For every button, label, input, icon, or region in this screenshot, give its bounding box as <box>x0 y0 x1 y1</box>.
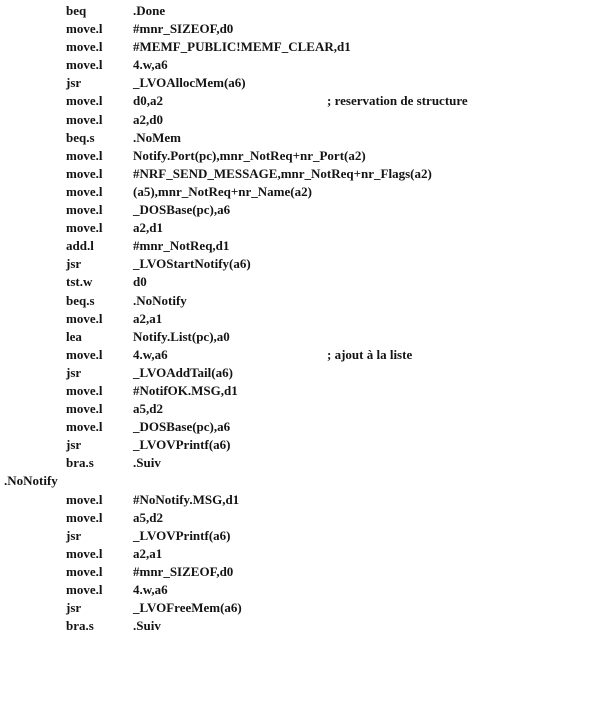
code-line <box>0 92 609 110</box>
code-line <box>0 237 609 255</box>
code-operand: d0 <box>133 274 147 290</box>
code-line <box>0 310 609 328</box>
code-line <box>0 20 609 38</box>
code-operand: _LVOFreeMem(a6) <box>133 600 242 616</box>
code-opcode: move.l <box>66 401 103 417</box>
code-opcode: move.l <box>66 382 103 398</box>
code-opcode: move.l <box>66 545 103 561</box>
code-opcode: bra.s <box>66 618 94 634</box>
code-opcode: jsr <box>66 437 82 453</box>
code-line <box>0 472 609 490</box>
code-operand: d0,a2 <box>133 93 163 109</box>
code-opcode: move.l <box>66 419 103 435</box>
code-line <box>0 436 609 454</box>
code-opcode: jsr <box>66 256 82 272</box>
code-operand: a5,d2 <box>133 401 163 417</box>
code-operand: Notify.List(pc),a0 <box>133 328 230 344</box>
code-line <box>0 165 609 183</box>
code-opcode: move.l <box>66 220 103 236</box>
code-operand: .Suiv <box>133 618 161 634</box>
code-line <box>0 255 609 273</box>
code-line <box>0 491 609 509</box>
code-opcode: beq.s <box>66 292 95 308</box>
code-operand: 4.w,a6 <box>133 57 168 73</box>
code-line <box>0 219 609 237</box>
code-operand: _LVOVPrintf(a6) <box>133 527 231 543</box>
code-operand: 4.w,a6 <box>133 346 168 362</box>
code-opcode: beq <box>66 3 87 18</box>
code-line <box>0 563 609 581</box>
code-operand: #NotifOK.MSG,d1 <box>133 382 238 398</box>
code-opcode: jsr <box>66 75 82 91</box>
code-opcode: move.l <box>66 183 103 199</box>
code-opcode: move.l <box>66 165 103 181</box>
code-operand: Notify.Port(pc),mnr_NotReq+nr_Port(a2) <box>133 147 366 163</box>
code-line <box>0 382 609 400</box>
code-operand: #mnr_SIZEOF,d0 <box>133 563 234 579</box>
code-line <box>0 364 609 382</box>
code-operand: _DOSBase(pc),a6 <box>133 202 231 218</box>
code-line <box>0 509 609 527</box>
code-opcode: jsr <box>66 527 82 543</box>
code-comment: ; ajout à la liste <box>327 346 413 362</box>
code-line <box>0 545 609 563</box>
code-operand: _LVOVPrintf(a6) <box>133 437 231 453</box>
code-operand: .NoNotify <box>133 292 187 308</box>
code-opcode: move.l <box>66 509 103 525</box>
code-line <box>0 147 609 165</box>
code-line <box>0 201 609 219</box>
code-operand: .Done <box>133 3 166 18</box>
code-operand: #mnr_SIZEOF,d0 <box>133 21 234 37</box>
code-line <box>0 400 609 418</box>
code-line <box>0 581 609 599</box>
assembly-listing <box>0 2 609 635</box>
code-operand: #mnr_NotReq,d1 <box>133 238 230 254</box>
code-opcode: move.l <box>66 582 103 597</box>
code-opcode: move.l <box>66 346 103 362</box>
code-operand: _LVOAllocMem(a6) <box>133 75 246 91</box>
code-line <box>0 74 609 92</box>
code-operand: _LVOStartNotify(a6) <box>133 256 251 272</box>
code-line <box>0 111 609 129</box>
code-line <box>0 129 609 147</box>
code-line <box>0 418 609 436</box>
code-opcode: jsr <box>66 600 82 616</box>
code-comment: ; reservation de structure <box>327 93 468 109</box>
code-opcode: move.l <box>66 21 103 37</box>
code-opcode: move.l <box>66 491 103 507</box>
code-operand: _DOSBase(pc),a6 <box>133 419 231 435</box>
code-opcode: move.l <box>66 563 103 579</box>
code-line <box>0 38 609 56</box>
code-opcode: jsr <box>66 364 82 380</box>
code-operand: a2,a1 <box>133 310 163 326</box>
code-opcode: beq.s <box>66 129 95 145</box>
code-line <box>0 527 609 545</box>
code-opcode: add.l <box>66 238 94 254</box>
code-opcode: move.l <box>66 39 103 55</box>
code-line <box>0 328 609 346</box>
code-operand: 4.w,a6 <box>133 582 168 597</box>
code-opcode: move.l <box>66 310 103 326</box>
code-operand: a2,d1 <box>133 220 163 236</box>
code-opcode: move.l <box>66 57 103 73</box>
code-line <box>0 346 609 364</box>
code-line <box>0 454 609 472</box>
code-opcode: move.l <box>66 202 103 218</box>
code-line <box>0 183 609 201</box>
code-line <box>0 56 609 74</box>
code-opcode: move.l <box>66 111 103 127</box>
code-operand: #NRF_SEND_MESSAGE,mnr_NotReq+nr_Flags(a2) <box>133 165 432 181</box>
code-line <box>0 2 609 20</box>
code-opcode: move.l <box>66 147 103 163</box>
code-opcode: tst.w <box>66 274 93 290</box>
code-label: .NoNotify <box>4 473 58 489</box>
code-operand: #MEMF_PUBLIC!MEMF_CLEAR,d1 <box>133 39 351 55</box>
code-operand: a2,a1 <box>133 545 163 561</box>
code-line <box>0 599 609 617</box>
code-operand: a5,d2 <box>133 509 163 525</box>
code-opcode: lea <box>66 328 82 344</box>
code-operand: a2,d0 <box>133 111 163 127</box>
code-operand: #NoNotify.MSG,d1 <box>133 491 240 507</box>
code-line <box>0 273 609 291</box>
code-line <box>0 292 609 310</box>
code-opcode: bra.s <box>66 455 94 471</box>
code-line <box>0 617 609 635</box>
code-operand: .Suiv <box>133 455 161 471</box>
code-operand: .NoMem <box>133 129 182 145</box>
code-opcode: move.l <box>66 93 103 109</box>
code-operand: _LVOAddTail(a6) <box>133 364 233 380</box>
code-operand: (a5),mnr_NotReq+nr_Name(a2) <box>133 183 312 199</box>
